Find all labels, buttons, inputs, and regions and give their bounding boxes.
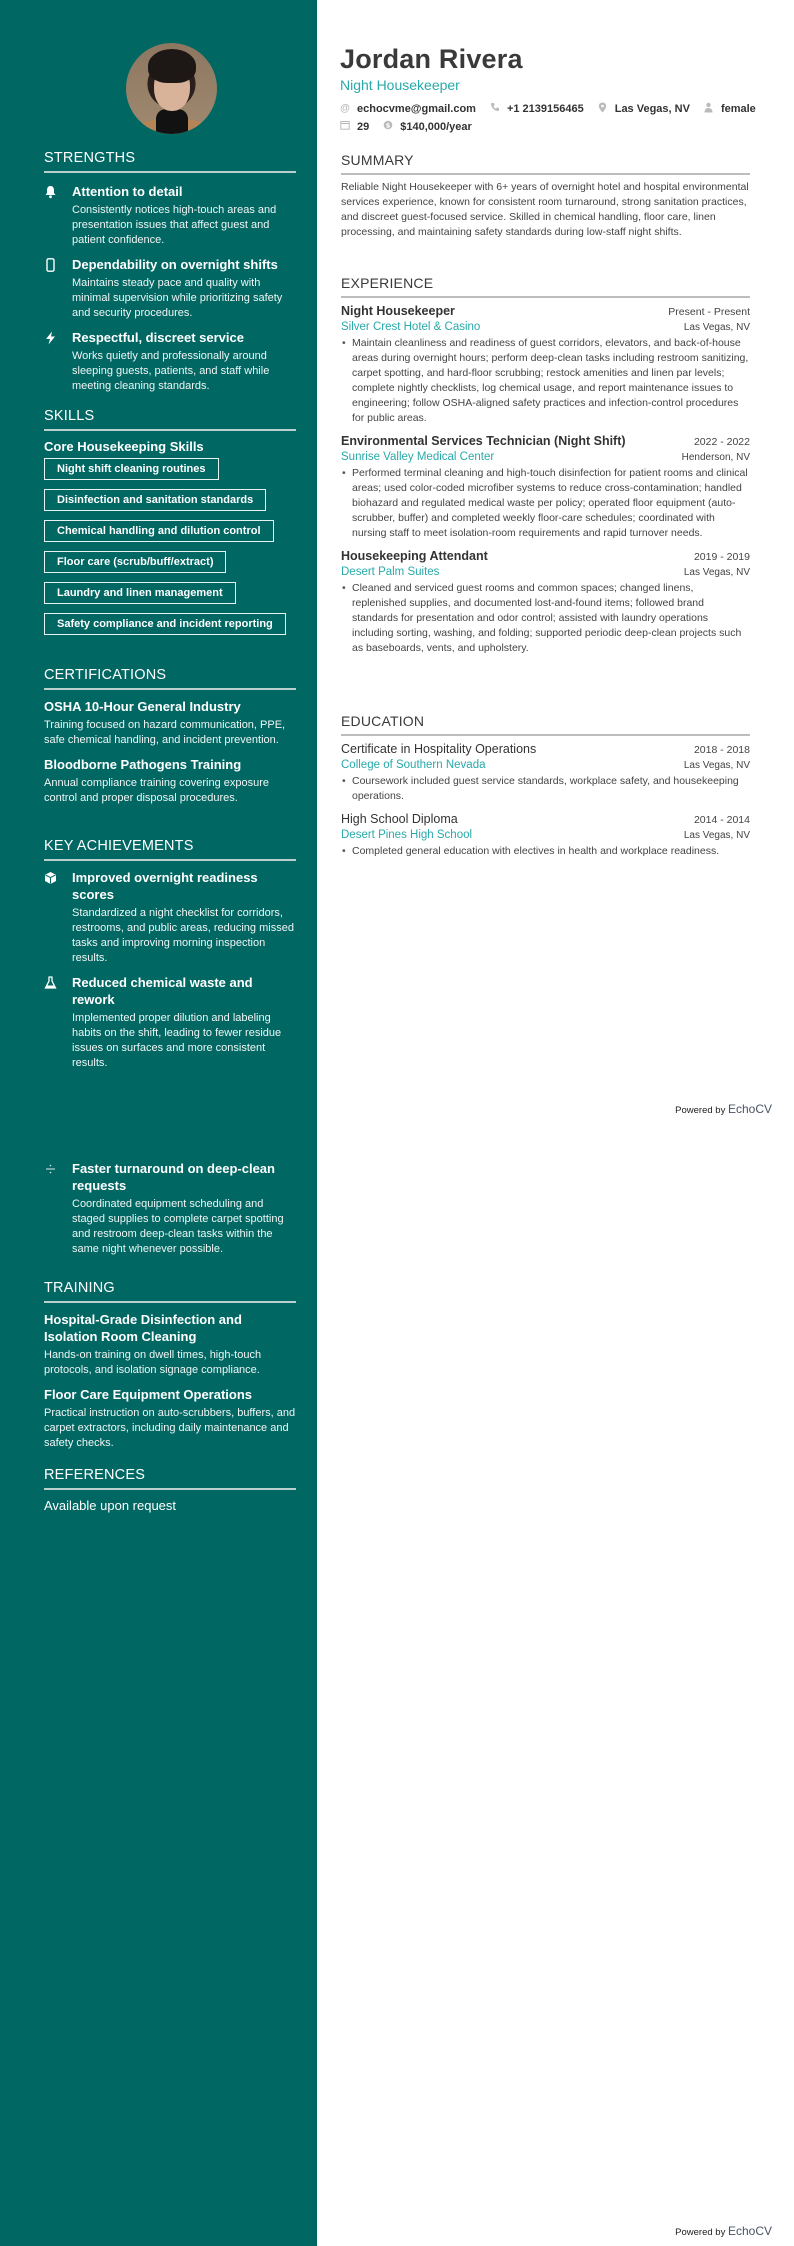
phone-icon (490, 102, 500, 115)
strength-item (44, 329, 296, 394)
experience-entry (341, 434, 750, 541)
mobile-icon (44, 258, 58, 272)
education-dates: 2018 - 2018 (693, 744, 750, 756)
strength-title: Dependability on overnight shifts (72, 257, 278, 272)
at-icon: @ (340, 103, 350, 114)
references-text: Available upon request (44, 1498, 177, 1513)
echocv-link[interactable]: EchoCV (727, 2224, 772, 2238)
certification-item (44, 698, 296, 748)
job-company: Desert Palm Suites (341, 566, 440, 578)
skill-chip: Laundry and linen management (44, 582, 236, 604)
job-bullet: • Performed terminal cleaning and high-touch disinfection for patient rooms and clinical areas; used color-coded microfiber systems to reduce cross-contamination; handled biohazard and regulated medical waste per policy; operated floor equipment (auto-scrubber, buffer) and completed weekly floor-care schedules; coordinated with nursing staff to meet isolation-room requirements and rapid turnover needs. (341, 466, 750, 541)
contact-salary: $ $140,000/year (383, 120, 472, 133)
job-title: Night Housekeeper (341, 304, 455, 318)
experience-entry (341, 304, 750, 426)
references-section (44, 1467, 296, 1513)
achievement-item (44, 869, 296, 966)
powered-by-footer: Powered by EchoCV (675, 2224, 772, 2238)
degree-title: Certificate in Hospitality Operations (341, 742, 537, 756)
certification-desc: Training focused on hazard communication, PPE, safe chemical handling, and incident prevention. (44, 719, 286, 746)
training-item (44, 1311, 296, 1378)
job-dates: Present - Present (668, 306, 750, 318)
job-bullet: • Maintain cleanliness and readiness of guest corridors, elevators, and back-of-house areas during overnight hours; perform deep-clean tasks including restroom sanitizing, carpet spotting, and hard-floor scrubbing; restock amenities and linen par levels; complete nightly checklists, log chemical usage, and report maintenance issues to engineering; follow OSHA-aligned safety practices and infection-control procedures for public areas. (341, 336, 750, 426)
achievement-title: Improved overnight readiness scores (72, 870, 258, 902)
contact-gender: female (704, 102, 756, 116)
strengths-section (44, 150, 296, 394)
certification-title: Bloodborne Pathogens Training (44, 757, 242, 772)
cube-icon (44, 871, 58, 885)
divide-icon (44, 1162, 58, 1176)
strengths-heading: STRENGTHS (44, 150, 296, 173)
job-location: Henderson, NV (681, 452, 750, 463)
skills-group-title: Core Housekeeping Skills (44, 439, 204, 454)
achievement-desc: Implemented proper dilution and labeling habits on the shift, leading to fewer residue issues on surfaces and more consistent results. (72, 1012, 282, 1069)
achievements-heading: KEY ACHIEVEMENTS (44, 838, 296, 861)
skills-section (44, 408, 296, 635)
certifications-section (44, 667, 296, 806)
contact-email: @ echocvme@gmail.com (340, 102, 476, 115)
strength-item (44, 256, 296, 321)
job-title: Housekeeping Attendant (341, 549, 488, 563)
job-location: Las Vegas, NV (683, 322, 750, 333)
contact-age: 29 (340, 120, 369, 133)
education-bullet: • Completed general education with electives in health and workplace readiness. (341, 844, 750, 859)
bolt-icon (44, 331, 58, 345)
skill-chip: Chemical handling and dilution control (44, 520, 274, 542)
main-content (317, 0, 794, 2246)
money-icon (383, 120, 393, 133)
job-location: Las Vegas, NV (683, 567, 750, 578)
achievement-desc: Coordinated equipment scheduling and staged supplies to complete carpet spotting and restroom deep-clean tasks within the same night whenever possible. (72, 1198, 284, 1255)
skill-chip: Safety compliance and incident reporting (44, 613, 286, 635)
certification-item (44, 756, 296, 806)
education-heading: EDUCATION (341, 713, 750, 736)
job-dates: 2022 - 2022 (693, 436, 750, 448)
skill-chips (44, 454, 296, 635)
skills-heading: SKILLS (44, 408, 296, 431)
contact-location: Las Vegas, NV (598, 102, 690, 116)
degree-title: High School Diploma (341, 812, 458, 826)
powered-by-footer: Powered by EchoCV (675, 1102, 772, 1116)
education-bullet: • Coursework included guest service standards, workplace safety, and housekeeping operations. (341, 774, 750, 804)
echocv-link[interactable]: EchoCV (727, 1102, 772, 1116)
strength-desc: Works quietly and professionally around sleeping guests, patients, and staff while meeting cleaning standards. (72, 350, 270, 392)
avatar (126, 43, 217, 134)
education-entry (341, 742, 750, 804)
map-pin-icon (598, 102, 608, 116)
school-location: Las Vegas, NV (683, 760, 750, 771)
strength-item (44, 183, 296, 248)
certification-desc: Annual compliance training covering exposure control and proper disposal procedures. (44, 777, 270, 804)
summary-section (341, 152, 750, 240)
job-company: Silver Crest Hotel & Casino (341, 321, 481, 333)
training-title: Hospital-Grade Disinfection and Isolation Room Cleaning (44, 1312, 242, 1344)
summary-text: Reliable Night Housekeeper with 6+ years of overnight hotel and hospital environmental services experience, known for consistent room turnaround, strong sanitation practices, and discreet guest-focused service. Skilled in chemical handling, floor care, linen processing, and maintaining safety standards during low-staff night shifts. (341, 181, 749, 238)
strength-title: Respectful, discreet service (72, 330, 244, 345)
training-title: Floor Care Equipment Operations (44, 1387, 253, 1402)
education-entry (341, 812, 750, 859)
achievements-section (44, 838, 296, 1071)
strength-desc: Maintains steady pace and quality with minimal supervision while prioritizing safety and security procedures. (72, 277, 283, 319)
job-bullet: • Cleaned and serviced guest rooms and common spaces; changed linens, replenished supplies, and documented lost-and-found items; followed brand standards for presentation and odor control; assisted with laundry operations including sorting, washing, and folding; supported periodic deep-clean projects such as baseboards, vents, and upholstery. (341, 581, 750, 656)
certifications-heading: CERTIFICATIONS (44, 667, 296, 690)
school-name: Desert Pines High School (341, 829, 473, 841)
calendar-icon (340, 120, 350, 133)
experience-section (341, 275, 750, 656)
strength-desc: Consistently notices high-touch areas and presentation issues that affect guest and patient confidence. (72, 204, 277, 246)
training-section (44, 1280, 296, 1451)
flask-icon (44, 976, 58, 990)
strength-title: Attention to detail (72, 184, 183, 199)
person-icon (704, 102, 714, 116)
svg-text:$: $ (385, 121, 391, 130)
job-dates: 2019 - 2019 (693, 551, 750, 563)
job-title: Environmental Services Technician (Night Shift) (341, 434, 626, 448)
achievements-section-continued (44, 1160, 296, 1257)
contact-phone: +1 2139156465 (490, 102, 584, 115)
achievement-title: Faster turnaround on deep-clean requests (72, 1161, 275, 1193)
skill-chip: Disinfection and sanitation standards (44, 489, 266, 511)
achievement-desc: Standardized a night checklist for corridors, restrooms, and public areas, reducing missed tasks and improving morning inspection results. (72, 907, 294, 964)
achievement-title: Reduced chemical waste and rework (72, 975, 253, 1007)
sidebar (0, 0, 317, 2246)
education-section (341, 713, 750, 859)
achievement-item (44, 1160, 296, 1257)
skill-chip: Floor care (scrub/buff/extract) (44, 551, 226, 573)
training-desc: Practical instruction on auto-scrubbers, buffers, and carpet extractors, including daily maintenance and safety checks. (44, 1407, 296, 1449)
school-name: College of Southern Nevada (341, 759, 486, 771)
job-company: Sunrise Valley Medical Center (341, 451, 495, 463)
references-heading: REFERENCES (44, 1467, 296, 1490)
training-item (44, 1386, 296, 1451)
certification-title: OSHA 10-Hour General Industry (44, 699, 241, 714)
bell-icon (44, 185, 58, 199)
experience-heading: EXPERIENCE (341, 275, 750, 298)
candidate-name: Jordan Rivera (340, 44, 523, 74)
education-dates: 2014 - 2014 (693, 814, 750, 826)
training-heading: TRAINING (44, 1280, 296, 1303)
school-location: Las Vegas, NV (683, 830, 750, 841)
skill-chip: Night shift cleaning routines (44, 458, 219, 480)
achievement-item (44, 974, 296, 1071)
training-desc: Hands-on training on dwell times, high-touch protocols, and isolation signage compliance. (44, 1349, 262, 1376)
experience-entry (341, 549, 750, 656)
candidate-title: Night Housekeeper (340, 77, 460, 93)
contact-info (340, 100, 780, 136)
summary-heading: SUMMARY (341, 152, 750, 175)
